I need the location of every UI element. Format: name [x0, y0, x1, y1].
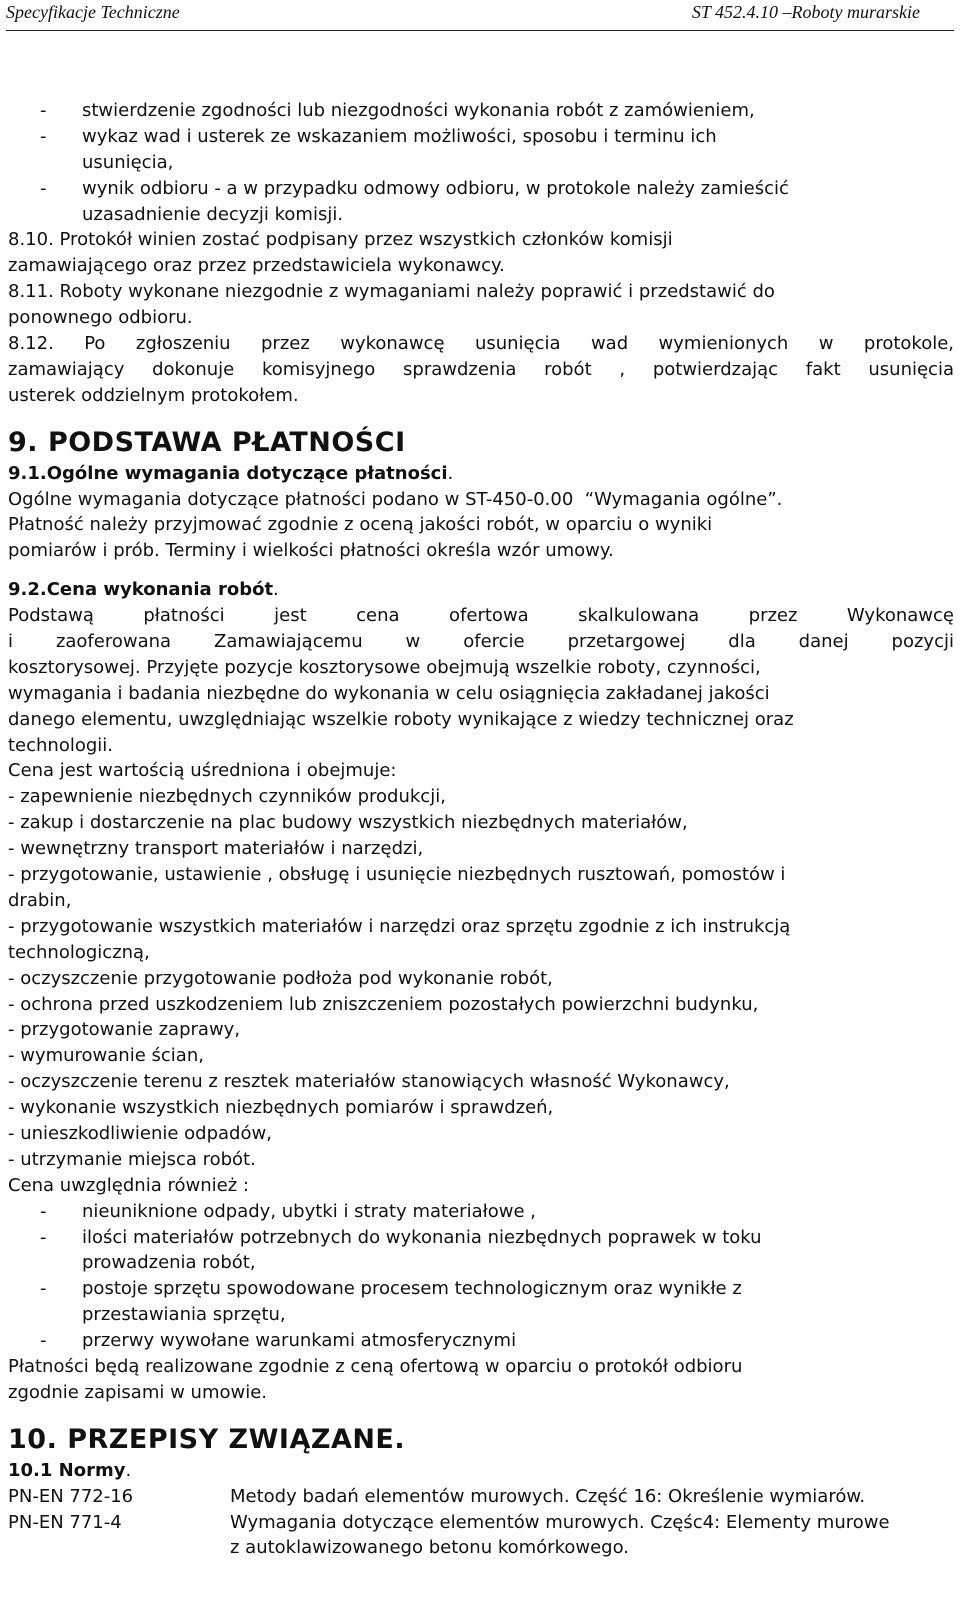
- price-also-includes-list: [8, 1199, 954, 1354]
- list-item: - przygotowanie wszystkich materiałów i narzędzi oraz sprzętu zgodnie z ich instrukcją: [8, 915, 791, 937]
- list-item: - wykaz wad i usterek ze wskazaniem możliwości, sposobu i terminu ich: [40, 125, 717, 147]
- price-includes-list: [8, 784, 954, 1172]
- norm-description: Wymagania dotyczące elementów murowych. Częśc4: Elementy murowe: [230, 1511, 890, 1533]
- list-item: - oczyszczenie przygotowanie podłoża pod wykonanie robót,: [8, 967, 553, 989]
- list-item: - przerwy wywołane warunkami atmosferycznymi: [40, 1330, 517, 1352]
- norm-description: z autoklawizowanego betonu komórkowego.: [230, 1537, 629, 1559]
- section-9-heading: 9. PODSTAWA PŁATNOŚCI: [8, 426, 406, 458]
- price-also-includes-intro: Cena uwzględnia również :: [8, 1174, 249, 1196]
- list-item-continuation: technologiczną,: [8, 941, 150, 963]
- list-item: - wynik odbioru - a w przypadku odmowy odbioru, w protokole należy zamieścić: [40, 177, 789, 199]
- header-doc-type: Specyfikacje Techniczne: [6, 2, 180, 22]
- subsection-9-1-heading: 9.1.Ogólne wymagania dotyczące płatności.: [8, 462, 454, 484]
- paragraph-8-12: 8.12. Po zgłoszeniu przez wykonawcę usunięcia wad wymienionych w protokole, zamawiający dokonuje komisyjnego sprawdzenia robót , potwierdzając fakt usunięcia usterek oddzielnym protokołem.: [8, 333, 954, 406]
- section-10-heading: 10. PRZEPISY ZWIĄZANE.: [8, 1423, 406, 1455]
- subsection-9-2-heading: 9.2.Cena wykonania robót.: [8, 579, 279, 601]
- list-item: - nieuniknione odpady, ubytki i straty materiałowe ,: [40, 1200, 536, 1222]
- list-item: - zapewnienie niezbędnych czynników produkcji,: [8, 786, 446, 808]
- page-header: [6, 0, 954, 31]
- price-basis-paragraph: Podstawą płatności jest cena ofertowa skalkulowana przez Wykonawcę i zaoferowana Zamawiającemu w ofercie przetargowej dla danej pozycji kosztorysowej. Przyjęte pozycje kosztorysowe obejmują wszelkie roboty, czynności, wymagania i badania niezbędne do wykonania w celu osiągnięcia zakładanej jakości danego elementu, uwzględniając wszelkie roboty wynikające z wiedzy technicznej oraz technologii.: [8, 605, 954, 756]
- list-item: - wewnętrzny transport materiałów i narzędzi,: [8, 838, 424, 860]
- norm-description: Metody badań elementów murowych. Część 16: Określenie wymiarów.: [230, 1485, 866, 1507]
- list-item: - wymurowanie ścian,: [8, 1045, 204, 1067]
- list-item: - przygotowanie, ustawienie , obsługę i usunięcie niezbędnych rusztowań, pomostów i: [8, 864, 786, 886]
- list-item-continuation: usunięcia,: [82, 151, 174, 173]
- norm-code: PN-EN 771-4: [8, 1511, 122, 1533]
- list-item-continuation: uzasadnienie decyzji komisji.: [82, 203, 344, 225]
- payment-closing-paragraph: Płatności będą realizowane zgodnie z ceną ofertową w oparciu o protokół odbioru zgodnie zapisami w umowie.: [8, 1355, 743, 1403]
- list-item-continuation: drabin,: [8, 889, 72, 911]
- list-item: - przygotowanie zaprawy,: [8, 1019, 241, 1041]
- list-item-continuation: przestawiania sprzętu,: [82, 1304, 286, 1326]
- header-spec-id: ST 452.4.10 –Roboty murarskie: [691, 2, 920, 22]
- list-item: - ochrona przed uszkodzeniem lub zniszczeniem pozostałych powierzchni budynku,: [8, 993, 759, 1015]
- list-item: - wykonanie wszystkich niezbędnych pomiarów i sprawdzeń,: [8, 1097, 554, 1119]
- acceptance-protocol-list: [8, 98, 954, 227]
- paragraph-8-10: 8.10. Protokół winien zostać podpisany przez wszystkich członków komisji zamawiającego oraz przez przedstawiciela wykonawcy.: [8, 229, 673, 277]
- list-item: - oczyszczenie terenu z resztek materiałów stanowiących własność Wykonawcy,: [8, 1071, 730, 1093]
- price-includes-intro: Cena jest wartością uśredniona i obejmuje:: [8, 760, 397, 782]
- list-item-continuation: prowadzenia robót,: [82, 1252, 256, 1274]
- list-item: - utrzymanie miejsca robót.: [8, 1148, 256, 1170]
- norm-code: PN-EN 772-16: [8, 1485, 134, 1507]
- norm-row: [8, 1484, 954, 1510]
- list-item: - zakup i dostarczenie na plac budowy wszystkich niezbędnych materiałów,: [8, 812, 688, 834]
- list-item: - stwierdzenie zgodności lub niezgodności wykonania robót z zamówieniem,: [40, 100, 755, 121]
- norms-list: [8, 1484, 954, 1562]
- list-item: - ilości materiałów potrzebnych do wykonania niezbędnych poprawek w toku: [40, 1226, 762, 1248]
- subsection-10-1-heading: 10.1 Normy.: [8, 1459, 132, 1481]
- norm-row: [8, 1510, 954, 1562]
- list-item: - unieszkodliwienie odpadów,: [8, 1122, 272, 1144]
- list-item: - postoje sprzętu spowodowane procesem technologicznym oraz wynikłe z: [40, 1278, 742, 1300]
- document-body: [8, 98, 954, 1561]
- paragraph-8-11: 8.11. Roboty wykonane niezgodnie z wymaganiami należy poprawić i przedstawić do ponownego odbioru.: [8, 281, 775, 329]
- payment-general-paragraph: Ogólne wymagania dotyczące płatności podano w ST-450-0.00 “Wymagania ogólne”. Płatność należy przyjmować zgodnie z oceną jakości robót, w oparciu o wyniki pomiarów i prób. Terminy i wielkości płatności określa wzór umowy.: [8, 488, 783, 562]
